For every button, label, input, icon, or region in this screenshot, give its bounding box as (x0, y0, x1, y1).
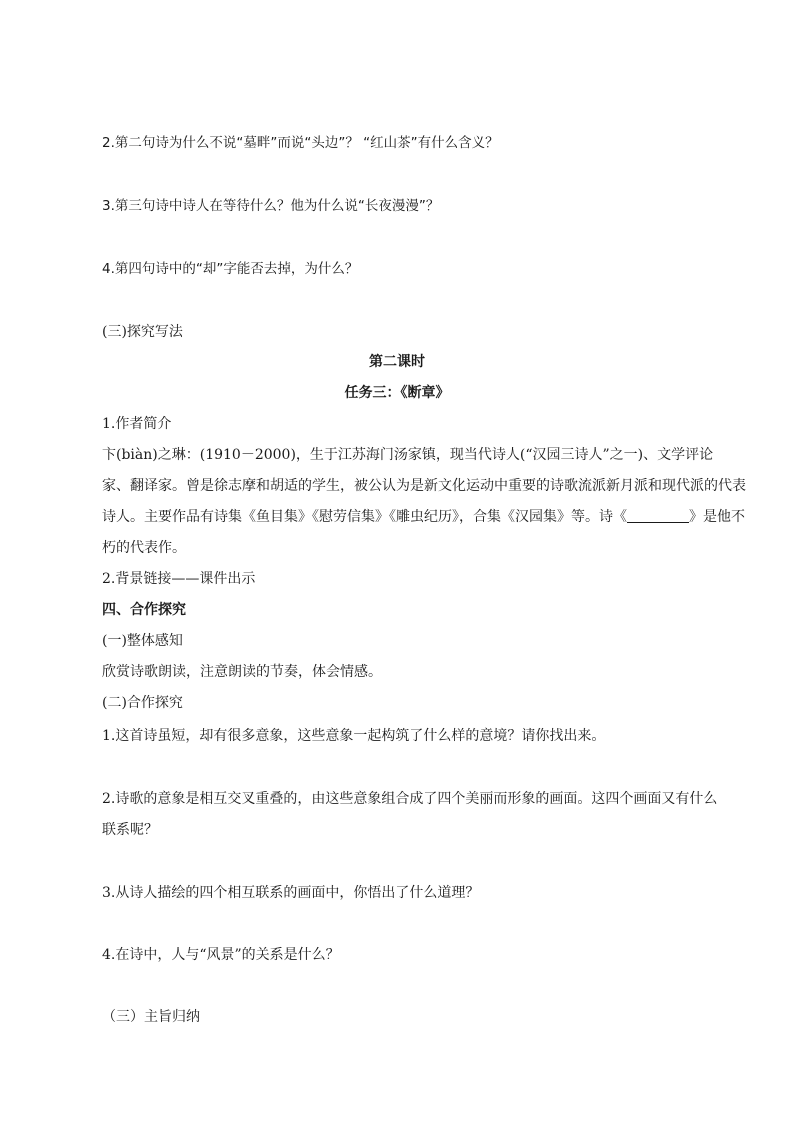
theme-heading: （三）主旨归纳 (102, 1009, 200, 1025)
question-3-top: 3.第三句诗中诗人在等待什么？他为什么说“长夜漫漫”？ (102, 198, 440, 214)
coop-heading: (二)合作探究 (102, 695, 183, 711)
author-line-2: 家、翻译家。曾是徐志摩和胡适的学生，被公认为是新文化运动中重要的诗歌流派新月派和现代派的代表 (102, 478, 746, 494)
author-line-3-text: 诗人。主要作品有诗集《鱼目集》《慰劳信集》《雕虫纪历》，合集《汉园集》等。诗《 (102, 509, 627, 525)
question-2-top: 2.第二句诗为什么不说“墓畔”而说“头边”？ “红山茶”有什么含义？ (102, 135, 499, 151)
author-line-3 (102, 506, 745, 528)
coop-question-3: 3.从诗人描绘的四个相互联系的画面中，你悟出了什么道理？ (102, 885, 480, 901)
fill-in-blank (627, 508, 689, 523)
coop-question-2: 2.诗歌的意象是相互交叉重叠的，由这些意象组合成了四个美丽而形象的画面。这四个画面又有什么 (102, 791, 718, 807)
author-line-4: 朽的代表作。 (102, 540, 186, 556)
question-4-top: 4.第四句诗中的“却”字能否去掉，为什么？ (102, 261, 359, 277)
author-heading: 1.作者简介 (102, 416, 172, 432)
part4-heading: 四、合作探究 (102, 602, 186, 618)
coop-question-2-cont: 联系呢？ (102, 822, 158, 838)
coop-question-4: 4.在诗中，人与“风景”的关系是什么？ (102, 947, 340, 963)
coop-question-1: 1.这首诗虽短，却有很多意象，这些意象一起构筑了什么样的意境？请你找出来。 (102, 728, 606, 744)
overall-heading: (一)整体感知 (102, 633, 183, 649)
overall-text: 欣赏诗歌朗读，注意朗读的节奏，体会情感。 (102, 664, 382, 680)
lesson-title: 第二课时 (369, 354, 425, 370)
author-line-3-tail: 》是他不 (689, 509, 745, 525)
background-link: 2.背景链接——课件出示 (102, 571, 256, 587)
task-title: 任务三：《断章》 (344, 385, 450, 401)
section-explore-writing: (三)探究写法 (102, 324, 183, 340)
author-line-1: 卞(biàn)之琳：(1910－2000)，生于江苏海门汤家镇，现当代诗人(“汉园三诗人”之一)、文学评论 (102, 447, 714, 463)
